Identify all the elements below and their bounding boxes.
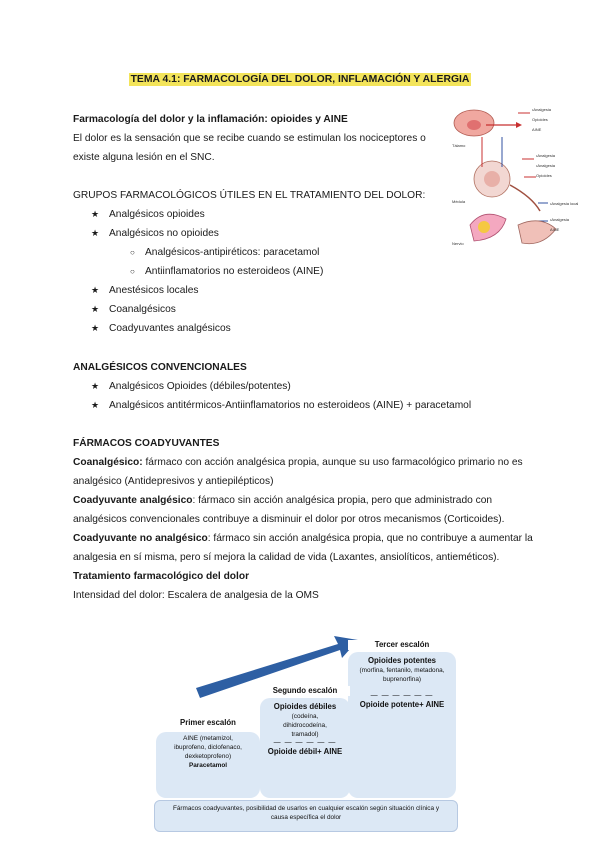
list-item [73, 377, 533, 396]
step2-combo: Opioide débil+ AINE [267, 747, 343, 756]
star-icon: ★ [91, 285, 100, 295]
list-item-text: Analgésicos Opioides (débiles/potentes) [109, 381, 291, 392]
conventional-list [73, 377, 533, 415]
step3-heading: Tercer escalón [348, 640, 456, 650]
list-item-text: Coadyuvantes analgésicos [109, 323, 231, 334]
list-item [73, 243, 443, 262]
step3-drugs: (morfina, fentanilo, metadona, buprenorfina) [359, 667, 445, 683]
list-item [73, 205, 443, 224]
star-icon: ★ [91, 323, 100, 333]
fig-label: •Analgesia [536, 163, 555, 168]
groups-list-continued [73, 281, 443, 338]
pain-pathway-illustration [452, 107, 592, 247]
list-item-text: Antiinflamatorios no esteroideos (AINE) [145, 266, 324, 277]
list-item [73, 396, 533, 415]
circle-bullet-icon: ○ [130, 267, 135, 276]
fig-label: Opioides [532, 117, 548, 122]
list-item [73, 224, 443, 243]
intro-section [73, 110, 441, 167]
list-item-text: Analgésicos no opioides [109, 228, 219, 239]
step2-drugs-title: Opioides débiles [273, 702, 337, 711]
pain-pathway-figure [452, 107, 592, 247]
fig-label: Opioides [536, 173, 552, 178]
oms-analgesic-ladder [152, 630, 458, 835]
list-item-text: Analgésicos antitérmicos-Antiinflamatorios no esteroideos (AINE) + paracetamol [109, 400, 472, 411]
list-item-text: Coanalgésicos [109, 304, 176, 315]
step3-combo: Opioide potente+ AINE [359, 700, 445, 709]
step2-dash: — — — — — — [273, 739, 337, 746]
intro-text: El dolor es la sensación que se recibe cuando se estimulan los nociceptores o existe alguna lesión en el SNC. [73, 133, 426, 163]
star-icon: ★ [91, 209, 100, 219]
page-title [0, 70, 600, 89]
adjuvant-text: : fármaco sin acción analgésica propia, pero que administrado con analgésicos convencionales contribuye a disminuir el dolor por otros mecanismos (Corticoides). [73, 495, 505, 525]
star-icon: ★ [91, 228, 100, 238]
step2-heading: Segundo escalón [260, 686, 350, 696]
groups-list [73, 205, 443, 243]
coanalgesic-paragraph [73, 453, 533, 491]
non-analgesic-term: Coadyuvante no analgésico [73, 533, 208, 544]
ladder-step-1 [156, 718, 260, 798]
ladder-step-3 [348, 640, 456, 798]
step2-drugs: (codeína, dihidrocodeína, tramadol) [283, 713, 327, 738]
fig-label: •Analgesia [550, 217, 569, 222]
adjuvants-section [73, 434, 533, 605]
non-analgesic-text: : fármaco sin acción analgésica propia, que no contribuye a aumentar la analgesia en sí misma, pero sí mejora la calidad de vida (Laxantes, ansiolíticos, antieméticos). [73, 533, 533, 563]
step3-dash: — — — — — — [370, 692, 434, 699]
circle-bullet-icon: ○ [130, 248, 135, 257]
ladder-footer [154, 800, 458, 832]
list-item [73, 262, 443, 281]
star-icon: ★ [91, 400, 100, 410]
adjuvants-heading: FÁRMACOS COADYUVANTES [73, 438, 220, 449]
treatment-text: Intensidad del dolor: Escalera de analgesia de la OMS [73, 590, 319, 601]
fig-label: •Analgesia [532, 107, 551, 112]
fig-label: Tálamo [452, 143, 466, 148]
list-item-text: Analgésicos opioides [109, 209, 205, 220]
coanalgesic-term: Coanalgésico: [73, 457, 143, 468]
ladder-footer-text: Fármacos coadyuvantes, posibilidad de usarlos en cualquier escalón según situación clínica y causa específica el dolor [172, 805, 440, 821]
fig-label: AINE [532, 127, 542, 132]
non-analgesic-paragraph [73, 529, 533, 567]
adjuvant-paragraph [73, 491, 533, 529]
adjuvant-term: Coadyuvante analgésico [73, 495, 193, 506]
step1-drugs: AINE (metamizol, ibuprofeno, diclofenaco, dexketoprofeno) [174, 735, 242, 760]
fig-label: AINE [550, 227, 560, 232]
conventional-section [73, 358, 533, 415]
star-icon: ★ [91, 381, 100, 391]
list-item-text: Analgésicos-antipiréticos: paracetamol [145, 247, 320, 258]
list-item [73, 300, 443, 319]
title-text: TEMA 4.1: FARMACOLOGÍA DEL DOLOR, INFLAMACIÓN Y ALERGIA [130, 74, 470, 85]
list-item [73, 319, 443, 338]
groups-section [73, 186, 443, 338]
coanalgesic-text: fármaco con acción analgésica propia, aunque su uso farmacológico primario no es analgésico (Antidepresivos y antiepilépticos) [73, 457, 523, 487]
groups-heading: GRUPOS FARMACOLÓGICOS ÚTILES EN EL TRATAMIENTO DEL DOLOR: [73, 190, 426, 201]
step1-heading: Primer escalón [156, 718, 260, 728]
fig-label: Nervio [452, 241, 464, 246]
fig-label: Médula [452, 199, 466, 204]
fig-label: •Analgesia [536, 153, 555, 158]
star-icon: ★ [91, 304, 100, 314]
conventional-heading: ANALGÉSICOS CONVENCIONALES [73, 362, 247, 373]
step3-drugs-title: Opioides potentes [367, 656, 436, 665]
groups-sublist [73, 243, 443, 281]
step1-extra: Paracetamol [188, 762, 227, 769]
fig-label: •Analgesia local [550, 201, 579, 206]
ladder-step-2 [260, 686, 350, 798]
list-item-text: Anestésicos locales [109, 285, 199, 296]
intro-heading: Farmacología del dolor y la inflamación: opioides y AINE [73, 114, 348, 125]
list-item [73, 281, 443, 300]
treatment-heading: Tratamiento farmacológico del dolor [73, 571, 250, 582]
